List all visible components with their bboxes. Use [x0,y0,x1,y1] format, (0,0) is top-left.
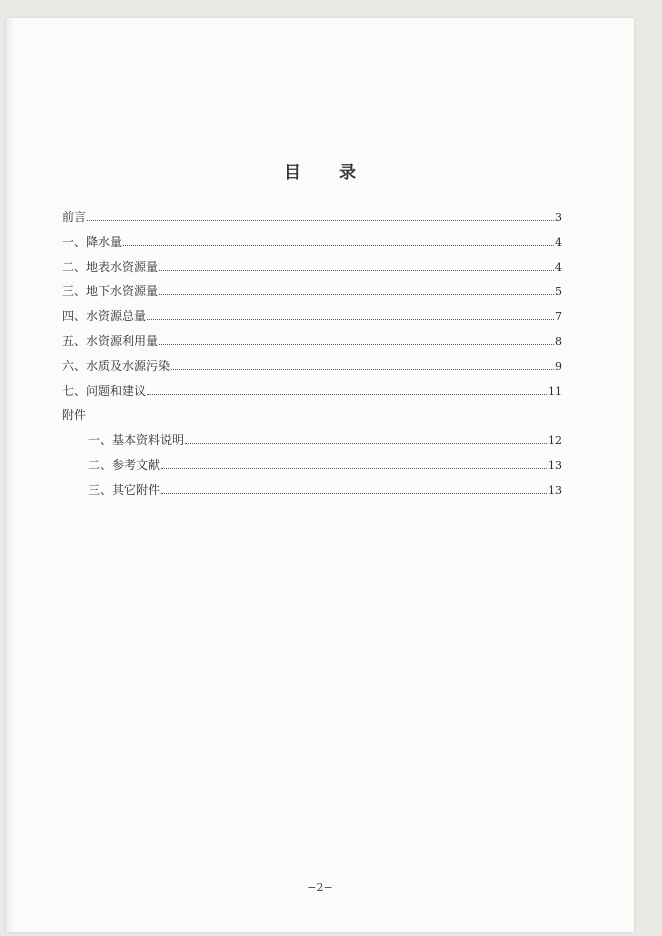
toc-item-label: 四、水资源总量 [62,309,147,324]
toc-item-page: 4 [555,260,562,274]
toc-item-page: 12 [548,434,562,448]
toc-item-surface-water[interactable] [62,258,562,283]
toc-leader-dots [159,344,554,345]
toc-item-page: 3 [555,211,562,224]
toc-item-page: 13 [548,458,562,472]
toc-item-page: 7 [555,310,562,324]
toc-leader-dots [185,443,547,444]
table-of-contents [62,208,562,506]
toc-item-label: 前言 [62,210,87,224]
toc-leader-dots [87,220,554,221]
toc-item-page: 8 [555,334,562,348]
toc-appendix-item-other[interactable] [62,481,562,506]
toc-appendix-item-references[interactable] [62,456,562,481]
toc-appendix-item-basic-data[interactable] [62,431,562,456]
toc-item-label: 二、地表水资源量 [62,259,159,274]
toc-item-label: 三、其它附件 [88,482,161,497]
toc-leader-dots [159,294,554,295]
toc-item-label: 一、基本资料说明 [88,433,185,448]
toc-item-label: 三、地下水资源量 [62,284,159,299]
toc-item-page: 13 [548,483,562,497]
toc-item-water-use[interactable] [62,332,562,357]
toc-item-label: 一、降水量 [62,234,123,249]
toc-leader-dots [161,493,547,494]
toc-item-label: 五、水资源利用量 [62,333,159,348]
toc-item-page: 9 [555,359,562,373]
toc-item-label: 二、参考文献 [88,457,161,472]
toc-item-label: 七、问题和建议 [62,383,147,398]
toc-leader-dots [161,468,547,469]
toc-item-precipitation[interactable] [62,233,562,258]
toc-leader-dots [123,245,554,246]
toc-appendix-heading: 附件 [62,408,87,423]
toc-item-water-quality[interactable] [62,357,562,382]
document-page [6,18,634,932]
toc-item-page: 4 [555,235,562,249]
page-title: 目 录 [284,163,372,183]
page-edge-shadow [6,18,14,932]
page-number: −2− [307,881,333,894]
toc-item-issues[interactable] [62,382,562,407]
toc-item-page: 5 [555,285,562,299]
toc-leader-dots [147,394,547,395]
toc-leader-dots [147,319,554,320]
toc-item-total-water[interactable] [62,307,562,332]
toc-item-label: 六、水质及水源污染 [62,358,171,373]
toc-item-groundwater[interactable] [62,282,562,307]
toc-item-page: 11 [548,384,562,398]
toc-leader-dots [171,369,554,370]
toc-leader-dots [159,270,554,271]
toc-item-preface[interactable] [62,208,562,233]
